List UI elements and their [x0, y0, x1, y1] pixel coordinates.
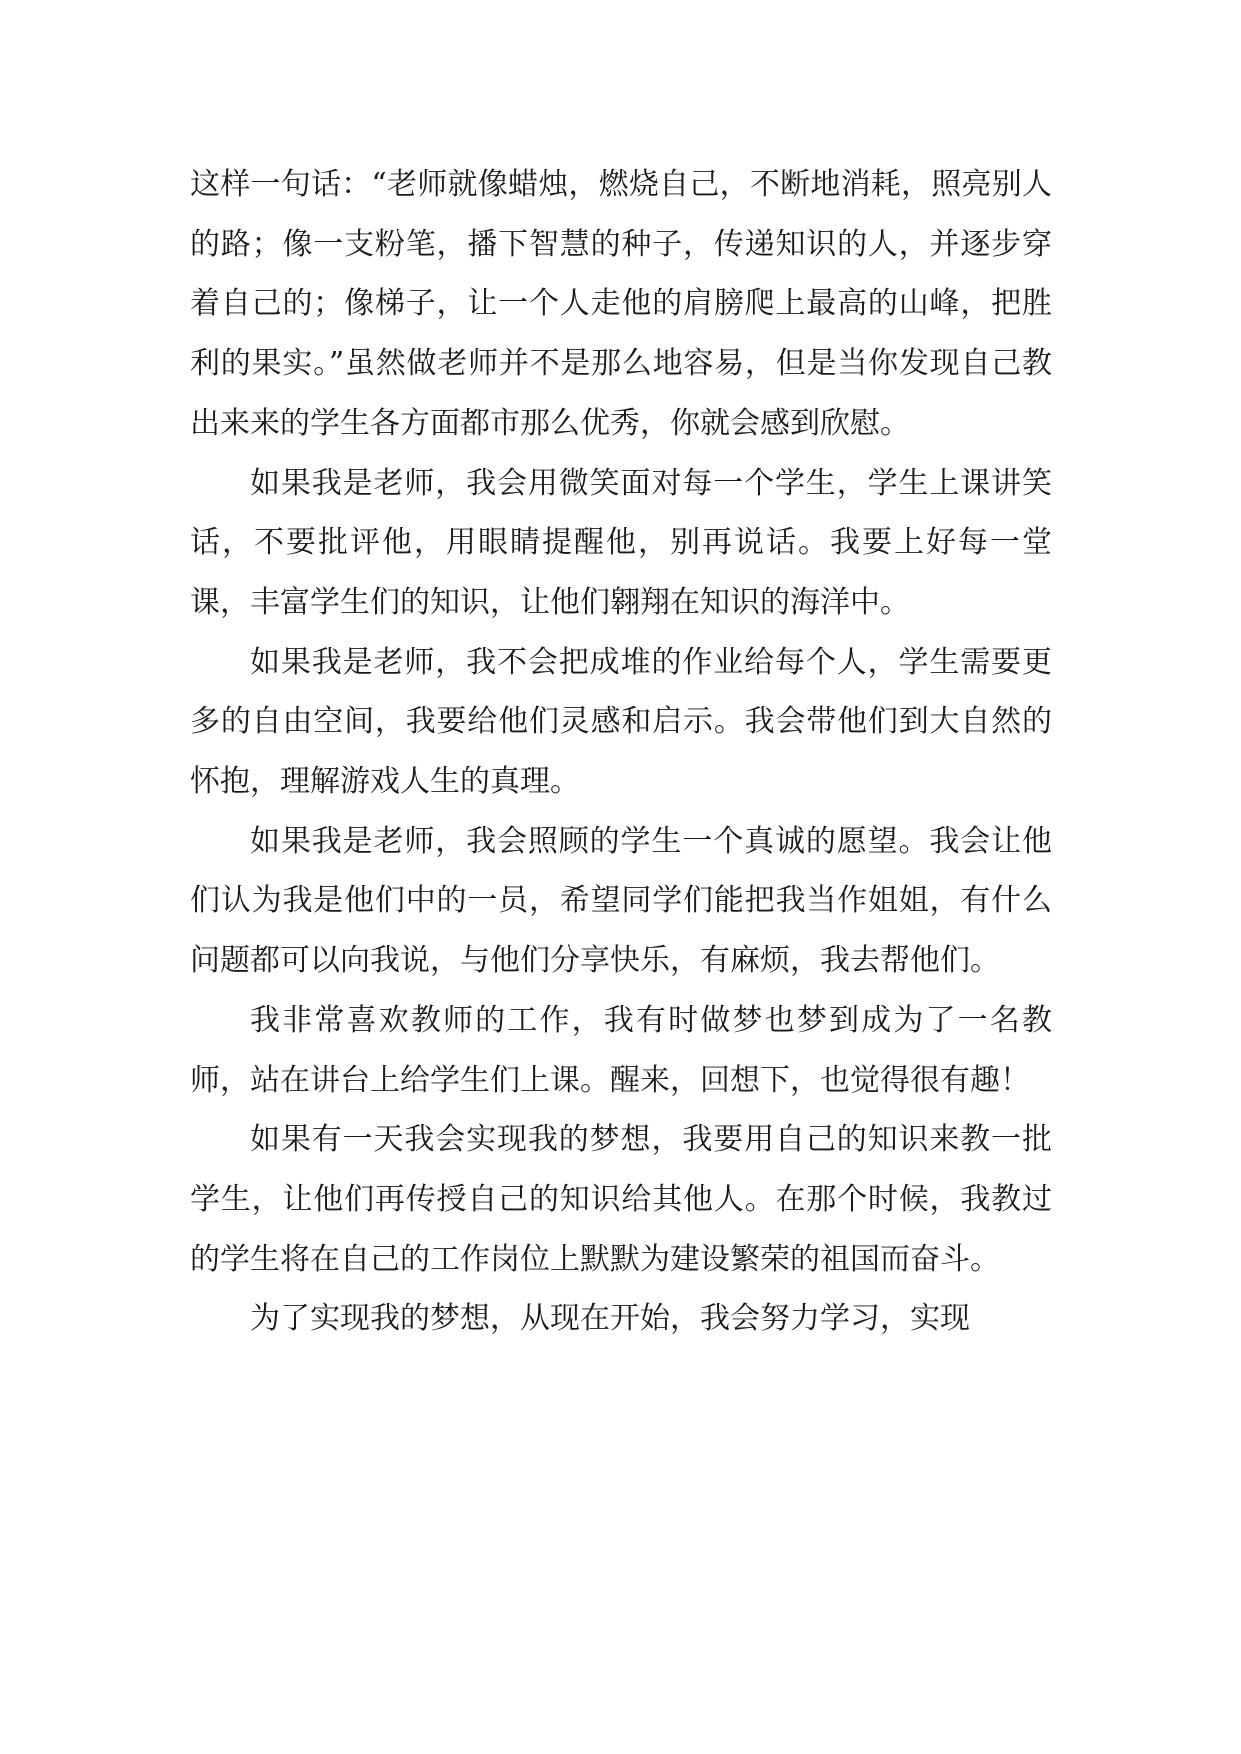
- paragraph: 如果我是老师，我不会把成堆的作业给每个人，学生需要更多的自由空间，我要给他们灵感和启示。我会带他们到大自然的怀抱，理解游戏人生的真理。: [190, 644, 1052, 800]
- paragraph-truncated: 为了实现我的梦想，从现在开始，我会努力学习，实现: [250, 1301, 970, 1337]
- paragraph: 如果我是老师，我会照顾的学生一个真诚的愿望。我会让他们认为我是他们中的一员，希望同学们能把我当作姐姐，有什么问题都可以向我说，与他们分享快乐，有麻烦，我去帮他们。: [190, 823, 1052, 979]
- document-body: [190, 155, 1052, 1349]
- paragraph: 如果有一天我会实现我的梦想，我要用自己的知识来教一批学生，让他们再传授自己的知识给其他人。在那个时候，我教过的学生将在自己的工作岗位上默默为建设繁荣的祖国而奋斗。: [190, 1122, 1052, 1277]
- paragraph: 如果我是老师，我会用微笑面对每一个学生，学生上课讲笑话，不要批评他，用眼睛提醒他，别再说话。我要上好每一堂课，丰富学生们的知识，让他们翱翔在知识的海洋中。: [190, 465, 1052, 620]
- paragraph-continuation: 这样一句话：“老师就像蜡烛，燃烧自己，不断地消耗，照亮别人的路；像一支粉笔，播下智慧的种子，传递知识的人，并逐步穿着自己的；像梯子，让一个人走他的肩膀爬上最高的山峰，把胜利的果实。”虽然做老师并不是那么地容易，但是当你发现自己教出来来的学生各方面都市那么优秀，你就会感到欣慰。: [190, 167, 1052, 441]
- paragraph: 我非常喜欢教师的工作，我有时做梦也梦到成为了一名教师，站在讲台上给学生们上课。醒来，回想下，也觉得很有趣！: [190, 1002, 1052, 1098]
